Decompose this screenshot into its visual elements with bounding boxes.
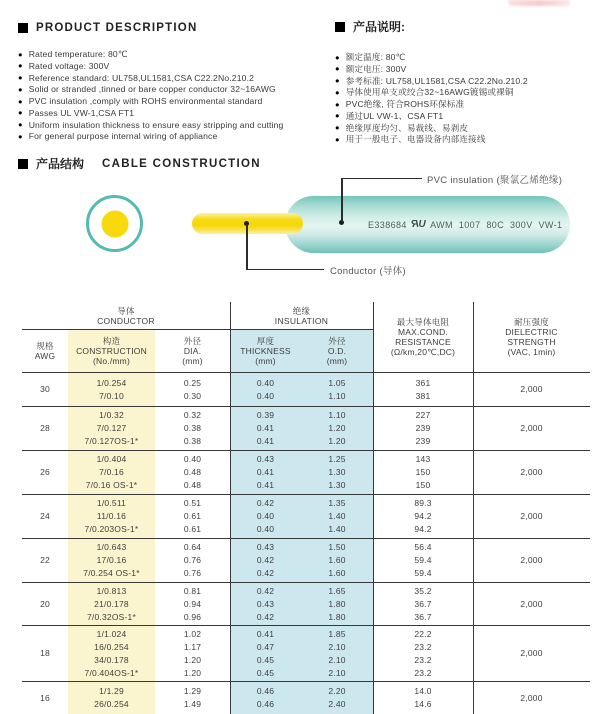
dia-values xyxy=(155,451,230,494)
line-item: 7/0.16 xyxy=(99,467,124,477)
line-item: 36.7 xyxy=(414,598,432,609)
dia-values xyxy=(155,682,230,714)
line-item: 7/0.203OS-1* xyxy=(84,524,139,534)
construction-values xyxy=(68,373,155,406)
line-item: 1.20 xyxy=(183,667,202,678)
line-item: 0.61 xyxy=(183,511,202,521)
line-item: 0.47 xyxy=(256,641,275,652)
line-item: 56.4 xyxy=(414,542,432,552)
line-item: 1.80 xyxy=(328,598,346,609)
dielectric-value: 2,000 xyxy=(520,423,543,433)
line-item: 0.41 xyxy=(256,436,275,446)
line-item: 0.48 xyxy=(183,467,202,477)
header-dielectric xyxy=(473,302,590,372)
bullet-list-cn xyxy=(335,52,601,146)
awg-value: 18 xyxy=(40,648,50,658)
section-title-cn: 产品结构 xyxy=(36,157,85,171)
resistance-values xyxy=(373,451,473,494)
awg-value: 28 xyxy=(40,423,50,433)
line-item: 239 xyxy=(415,423,431,433)
line-item: 1.10 xyxy=(328,390,346,401)
table-row-awg-30 xyxy=(22,372,590,406)
line-item: DIELECTRIC xyxy=(505,327,558,337)
line-item: 外径 xyxy=(328,336,346,346)
line-item: 最大导体电阻 xyxy=(396,317,450,327)
line-item: 1/0.404 xyxy=(96,454,127,464)
line-item: 7/0.127OS-1* xyxy=(84,436,139,446)
line-item: 0.43 xyxy=(256,454,275,464)
line-item: 1.02 xyxy=(183,628,202,639)
line-item: O.D. xyxy=(327,346,347,356)
line-item: 0.94 xyxy=(183,598,202,609)
column-divider xyxy=(373,302,375,714)
line-item: (mm) xyxy=(182,356,203,366)
line-item: ● Uniform insulation thickness to ensure easy stripping and cutting xyxy=(18,120,328,132)
dielectric-value: 2,000 xyxy=(520,467,543,477)
awg-value: 30 xyxy=(40,384,50,394)
line-item: 0.45 xyxy=(256,667,275,678)
line-item: 35.2 xyxy=(414,585,432,596)
line-item: 0.40 xyxy=(256,390,275,401)
line-item: 1.80 xyxy=(328,611,346,622)
dia-values xyxy=(155,583,230,625)
resistance-values xyxy=(373,583,473,625)
table-body xyxy=(22,372,590,714)
cable-construction-header xyxy=(18,155,261,172)
line-item: 0.96 xyxy=(183,611,202,622)
conductor-cross-section xyxy=(101,210,128,237)
awg-value: 16 xyxy=(40,692,50,703)
line-item: 1/0.813 xyxy=(96,585,127,596)
insulation-column-group xyxy=(230,302,373,372)
line-item: 0.45 xyxy=(256,654,275,665)
construction-values xyxy=(68,583,155,625)
line-item: 0.41 xyxy=(256,467,275,477)
line-item: ● 绝缘厚度均匀、易裁线、易剥皮 xyxy=(335,123,601,135)
line-item: STRENGTH xyxy=(507,337,556,347)
line-item: 150 xyxy=(415,480,431,490)
line-item: 0.46 xyxy=(256,686,275,696)
line-item: 外径 xyxy=(183,336,202,346)
line-item: 17/0.16 xyxy=(96,555,127,565)
line-item: ● PVC绝缘, 符合ROHS环保标准 xyxy=(335,99,601,111)
cable-cross-section xyxy=(86,195,143,252)
dia-values xyxy=(155,495,230,538)
resistance-values xyxy=(373,373,473,406)
product-description-cn-header xyxy=(335,18,601,35)
line-item: 7/0.16 OS-1* xyxy=(85,480,138,490)
thickness-values xyxy=(230,626,301,681)
line-item: (VAC, 1min) xyxy=(507,347,556,357)
table-row-awg-24 xyxy=(22,494,590,538)
line-item: 0.32 xyxy=(183,410,202,420)
line-item: 1.20 xyxy=(328,436,346,446)
line-item: ● Rated temperature: 80℃ xyxy=(18,49,328,61)
line-item: 0.51 xyxy=(183,498,202,508)
line-item: 绝缘 xyxy=(292,306,311,317)
section-title: PRODUCT DESCRIPTION xyxy=(36,22,198,34)
line-item: (mm) xyxy=(255,356,276,366)
line-item: 150 xyxy=(415,467,431,477)
line-item: 7/0.404OS-1* xyxy=(84,667,139,678)
line-item: 0.42 xyxy=(256,498,275,508)
line-item: 1.49 xyxy=(183,699,202,709)
leader-line xyxy=(341,178,343,222)
table-row-awg-26 xyxy=(22,450,590,494)
line-item: 0.64 xyxy=(183,542,202,552)
line-item: 厚度 xyxy=(256,336,275,346)
dielectric-value: 2,000 xyxy=(520,692,543,703)
section-marker-icon xyxy=(18,159,28,169)
table-row-awg-18 xyxy=(22,625,590,681)
section-title: 产品说明: xyxy=(353,20,405,34)
line-item: AWG xyxy=(34,351,56,361)
dielectric-value: 2,000 xyxy=(520,384,543,394)
line-item: DIA. xyxy=(183,346,202,356)
line-item: MAX.COND. xyxy=(398,327,448,337)
line-item: 2.10 xyxy=(328,654,346,665)
header-thickness xyxy=(230,330,301,372)
line-item: 7/0.127 xyxy=(96,423,127,433)
header-construction xyxy=(68,330,155,372)
line-item: 1.60 xyxy=(328,555,346,565)
dia-values xyxy=(155,626,230,681)
line-item: INSULATION xyxy=(274,316,329,327)
thickness-values xyxy=(230,583,301,625)
line-item: 0.39 xyxy=(256,410,275,420)
line-item: ● 导体使用单支或绞合32~16AWG镀锡或裸铜 xyxy=(335,87,601,99)
line-item: 0.43 xyxy=(256,542,275,552)
line-item: 0.42 xyxy=(256,585,275,596)
line-item: ● For general purpose internal wiring of appliance xyxy=(18,131,328,143)
line-item: 2.10 xyxy=(328,667,346,678)
line-item: 1.40 xyxy=(328,511,346,521)
line-item: 7/0.254 OS-1* xyxy=(83,568,140,578)
line-item: ● 额定温度: 80℃ xyxy=(335,52,601,64)
cable-rating-text: AWM 1007 80C 300V VW-1 xyxy=(430,219,563,230)
line-item: 89.3 xyxy=(414,498,432,508)
line-item: 16/0.254 xyxy=(94,641,129,652)
line-item: 导体 xyxy=(117,306,135,317)
line-item: 143 xyxy=(415,454,431,464)
od-values xyxy=(301,626,373,681)
awg-value: 24 xyxy=(40,511,50,521)
line-item: 1/0.643 xyxy=(96,542,127,552)
line-item: 1.29 xyxy=(183,686,202,696)
line-item: 7/0.10 xyxy=(99,390,124,401)
line-item: (Ω/km,20℃,DC) xyxy=(390,347,456,357)
construction-values xyxy=(68,682,155,714)
dia-values xyxy=(155,407,230,450)
line-item: (No./mm) xyxy=(92,356,130,366)
product-description-section xyxy=(18,22,328,143)
line-item: 23.2 xyxy=(414,641,432,652)
line-item: 0.61 xyxy=(183,524,202,534)
line-item: 94.2 xyxy=(414,524,432,534)
bullet-list-en xyxy=(18,49,328,143)
line-item: (mm) xyxy=(326,356,348,366)
line-item: 34/0.178 xyxy=(94,654,129,665)
dia-values xyxy=(155,373,230,406)
line-item: 0.42 xyxy=(256,555,275,565)
od-values xyxy=(301,539,373,582)
od-values xyxy=(301,583,373,625)
line-item: 227 xyxy=(415,410,431,420)
dielectric-value: 2,000 xyxy=(520,511,543,521)
line-item: ● Rated voltage: 300V xyxy=(18,61,328,73)
conductor-group-label xyxy=(22,302,230,330)
resistance-values xyxy=(373,495,473,538)
line-item: 1.60 xyxy=(328,568,346,578)
line-item: 0.76 xyxy=(183,568,202,578)
od-values xyxy=(301,495,373,538)
section-title-en: CABLE CONSTRUCTION xyxy=(102,157,261,170)
line-item: 1.05 xyxy=(328,377,346,388)
line-item: 0.38 xyxy=(183,436,202,446)
line-item: 构造 xyxy=(102,336,121,346)
line-item: 0.30 xyxy=(183,390,202,401)
line-item: 1.85 xyxy=(328,628,346,639)
line-item: 1.65 xyxy=(328,585,346,596)
ul-file-number: E338684 xyxy=(368,219,407,230)
resistance-values xyxy=(373,682,473,714)
line-item: 361 xyxy=(415,377,431,388)
insulation-group-label xyxy=(230,302,373,330)
line-item: 1/1.29 xyxy=(99,686,124,696)
header-od xyxy=(301,330,373,372)
line-item: 14.0 xyxy=(414,686,432,696)
pvc-insulation-label: PVC insulation (聚氯乙烯绝缘) xyxy=(427,175,563,186)
product-description-cn-section xyxy=(335,18,601,146)
line-item: 14.6 xyxy=(414,699,432,709)
line-item: ● 用于一般电子、电器设备内部连接线 xyxy=(335,134,601,146)
construction-values xyxy=(68,407,155,450)
line-item: 0.41 xyxy=(256,480,275,490)
line-item: 1/0.32 xyxy=(99,410,124,420)
line-item: ● PVC insulation ,comply with ROHS environmental standard xyxy=(18,96,328,108)
thickness-values xyxy=(230,407,301,450)
line-item: 2.10 xyxy=(328,641,346,652)
line-item: 0.48 xyxy=(183,480,202,490)
line-item: ● 额定电压: 300V xyxy=(335,64,601,76)
line-item: CONDUCTOR xyxy=(97,316,155,327)
awg-value: 20 xyxy=(40,598,50,609)
dielectric-value: 2,000 xyxy=(520,555,543,565)
line-item: 2.40 xyxy=(328,699,346,709)
specification-table xyxy=(22,302,590,714)
table-row-awg-16 xyxy=(22,681,590,714)
line-item: 239 xyxy=(415,436,431,446)
line-item: RESISTANCE xyxy=(395,337,451,347)
line-item: 0.40 xyxy=(256,377,275,388)
construction-values xyxy=(68,451,155,494)
column-divider xyxy=(473,302,475,714)
line-item: ● Solid or stranded ,tinned or bare copper conductor 32~16AWG xyxy=(18,84,328,96)
line-item: 22.2 xyxy=(414,628,432,639)
line-item: ● 参考标准: UL758,UL1581,CSA C22.2No.210.2 xyxy=(335,76,601,88)
line-item: CONSTRUCTION xyxy=(76,346,147,356)
ul-recognized-mark-icon: R U xyxy=(410,219,427,230)
line-item: 0.40 xyxy=(256,511,275,521)
cable-marking-text xyxy=(368,219,562,230)
construction-values xyxy=(68,539,155,582)
line-item: 0.41 xyxy=(256,628,275,639)
resistance-values xyxy=(373,539,473,582)
section-marker-icon xyxy=(335,22,345,32)
awg-value: 26 xyxy=(40,467,50,477)
line-item: 94.2 xyxy=(414,511,432,521)
line-item: 1.30 xyxy=(328,480,346,490)
product-description-header xyxy=(18,22,328,34)
line-item: 1.25 xyxy=(328,454,346,464)
line-item: 规格 xyxy=(36,341,54,351)
line-item: 381 xyxy=(415,390,431,401)
line-item: 1/0.511 xyxy=(96,498,127,508)
line-item: 1.20 xyxy=(183,654,202,665)
conductor-column-group xyxy=(22,302,230,372)
line-item: 0.38 xyxy=(183,423,202,433)
line-item: 21/0.178 xyxy=(94,598,129,609)
line-item: 0.25 xyxy=(183,377,202,388)
conductor-label: Conductor (导体) xyxy=(330,266,406,277)
line-item: ● Reference standard: UL758,UL1581,CSA C22.2No.210.2 xyxy=(18,73,328,85)
line-item: 1/0.254 xyxy=(96,377,127,388)
construction-values xyxy=(68,495,155,538)
line-item: 0.40 xyxy=(183,454,202,464)
line-item: 0.42 xyxy=(256,611,275,622)
thickness-values xyxy=(230,495,301,538)
leader-line xyxy=(341,178,422,180)
line-item: 1.10 xyxy=(328,410,346,420)
thickness-values xyxy=(230,682,301,714)
header-resistance xyxy=(373,302,473,372)
line-item: 23.2 xyxy=(414,654,432,665)
dia-values xyxy=(155,539,230,582)
section-marker-icon xyxy=(18,23,28,33)
line-item: 1/1.024 xyxy=(96,628,127,639)
line-item: 1.30 xyxy=(328,467,346,477)
resistance-values xyxy=(373,407,473,450)
line-item: 23.2 xyxy=(414,667,432,678)
cropped-logo-fragment xyxy=(508,0,570,6)
line-item: 0.76 xyxy=(183,555,202,565)
line-item: 26/0.254 xyxy=(94,699,129,709)
table-row-awg-22 xyxy=(22,538,590,582)
construction-values xyxy=(68,626,155,681)
line-item: 11/0.16 xyxy=(96,511,127,521)
line-item: 59.4 xyxy=(414,555,432,565)
line-item: THICKNESS xyxy=(240,346,291,356)
line-item: ● 通过UL VW-1、CSA FT1 xyxy=(335,111,601,123)
header-awg xyxy=(22,330,68,372)
line-item: 0.41 xyxy=(256,423,275,433)
line-item: 1.17 xyxy=(183,641,202,652)
od-values xyxy=(301,682,373,714)
dielectric-value: 2,000 xyxy=(520,598,543,609)
od-values xyxy=(301,407,373,450)
line-item: 1.40 xyxy=(328,524,346,534)
line-item: 7/0.32OS-1* xyxy=(87,611,136,622)
leader-line xyxy=(246,224,248,269)
awg-value: 22 xyxy=(40,555,50,565)
line-item: 0.46 xyxy=(256,699,275,709)
dielectric-value: 2,000 xyxy=(520,648,543,658)
leader-line xyxy=(246,269,324,271)
line-item: 1.50 xyxy=(328,542,346,552)
line-item: 1.35 xyxy=(328,498,346,508)
table-header xyxy=(22,302,590,372)
resistance-values xyxy=(373,626,473,681)
od-values xyxy=(301,373,373,406)
line-item: 0.40 xyxy=(256,524,275,534)
line-item: 1.20 xyxy=(328,423,346,433)
line-item: 耐压强度 xyxy=(514,317,549,327)
line-item: 0.81 xyxy=(183,585,202,596)
line-item: ● Passes UL VW-1,CSA FT1 xyxy=(18,108,328,120)
table-row-awg-28 xyxy=(22,406,590,450)
line-item: 0.43 xyxy=(256,598,275,609)
thickness-values xyxy=(230,451,301,494)
line-item: 2.20 xyxy=(328,686,346,696)
table-row-awg-20 xyxy=(22,582,590,625)
od-values xyxy=(301,451,373,494)
line-item: 59.4 xyxy=(414,568,432,578)
thickness-values xyxy=(230,539,301,582)
line-item: 36.7 xyxy=(414,611,432,622)
header-dia xyxy=(155,330,230,372)
thickness-values xyxy=(230,373,301,406)
column-divider xyxy=(230,302,232,714)
line-item: 0.42 xyxy=(256,568,275,578)
